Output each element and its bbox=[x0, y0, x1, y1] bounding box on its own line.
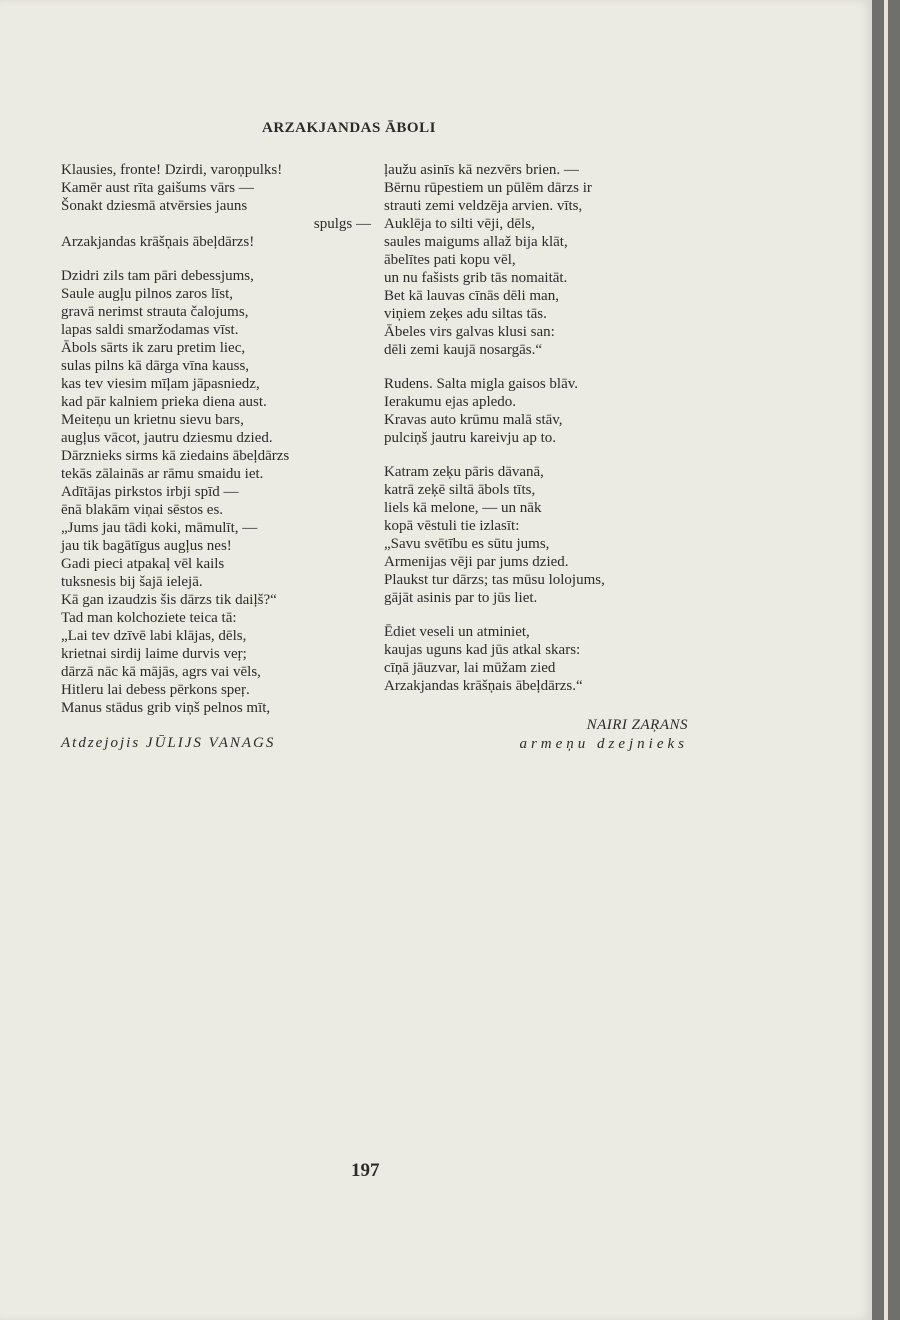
poem-line: Hitleru lai debess pērkons speŗ. bbox=[61, 682, 250, 698]
poem-line: Rudens. Salta migla gaisos blāv. bbox=[384, 376, 579, 392]
poem-line: kad pār kalniem prieka diena aust. bbox=[61, 394, 267, 410]
poem-line: Adītājas pirkstos irbji spīd — bbox=[61, 484, 239, 500]
poem-line: ābelītes pati kopu vēl, bbox=[384, 252, 516, 268]
poem-line: katrā zeķē siltā ābols tīts, bbox=[384, 482, 536, 498]
poem-line: saules maigums allaž bija klāt, bbox=[384, 234, 568, 250]
poem-line: Tad man kolchoziete teica tā: bbox=[61, 610, 237, 626]
poem-line: Ierakumu ejas apledo. bbox=[384, 394, 517, 410]
poem-line: Dārznieks sirms kā ziedains ābeļdārzs bbox=[61, 448, 290, 464]
left-column bbox=[61, 161, 371, 717]
poem-line: strauti zemi veldzēja arvien. vīts, bbox=[384, 198, 583, 214]
author-name: NAIRI ZAŖANS bbox=[586, 717, 688, 733]
poem-line: Ābeles virs galvas klusi san: bbox=[384, 324, 555, 340]
poem-title: ARZAKJANDAS ĀBOLI bbox=[262, 120, 436, 136]
poem-line: Dzidri zils tam pāri debessjums, bbox=[61, 268, 254, 284]
page-number: 197 bbox=[351, 1160, 380, 1181]
poem-line: „Savu svētību es sūtu jums, bbox=[384, 536, 550, 552]
poem-line: Auklēja to silti vēji, dēls, bbox=[384, 216, 535, 232]
poem-line: tuksnesis bij šajā ielejā. bbox=[61, 574, 203, 590]
poem-line: Bērnu rūpestiem un pūlēm dārzs ir bbox=[384, 180, 592, 196]
poem-line: „Jums jau tādi koki, māmulīt, — bbox=[61, 520, 258, 536]
poem-line: gājāt asinis par to jūs liet. bbox=[384, 590, 538, 606]
poem-line: ļaužu asinīs kā nezvērs brien. — bbox=[384, 162, 579, 178]
poem-line: Plaukst tur dārzs; tas mūsu lolojums, bbox=[384, 572, 605, 588]
poem-line: jau tik bagātīgus augļus nes! bbox=[61, 538, 232, 554]
paper-strip bbox=[884, 0, 888, 1320]
poem-line: Meiteņu un krietnu sievu bars, bbox=[61, 412, 244, 428]
poem-line: ēnā blakām viņai sēstos es. bbox=[61, 502, 224, 518]
poem-line: Arzakjandas krāšņais ābeļdārzs! bbox=[61, 234, 255, 250]
poem-line: Kā gan izaudzis šis dārzs tik daiļš?“ bbox=[61, 592, 277, 608]
stanza-gap bbox=[384, 607, 714, 623]
poem-line: „Lai tev dzīvē labi klājas, dēls, bbox=[61, 628, 247, 644]
stanza-gap bbox=[61, 251, 371, 267]
poem-line: gravā nerimst strauta čalojums, bbox=[61, 304, 249, 320]
poem-line: Manus stādus grib viņš pelnos mīt, bbox=[61, 700, 271, 716]
poem-line: tekās zālainās ar rāmu smaidu iet. bbox=[61, 466, 264, 482]
poem-line: sulas pilns kā dārga vīna kauss, bbox=[61, 358, 250, 374]
stanza-gap bbox=[384, 447, 714, 463]
poem-line: lapas saldi smaržodamas vīst. bbox=[61, 322, 239, 338]
page-edge bbox=[872, 0, 900, 1320]
poem-line: Kravas auto krūmu malā stāv, bbox=[384, 412, 563, 428]
poem-line: dārzā nāc kā mājās, agrs vai vēls, bbox=[61, 664, 261, 680]
poem-line: Bet kā lauvas cīnās dēli man, bbox=[384, 288, 559, 304]
poem-line: Ābols sārts ik zaru pretim liec, bbox=[61, 340, 246, 356]
author-role: armeņu dzejnieks bbox=[519, 736, 688, 752]
poem-line: Šonakt dziesmā atvērsies jauns bbox=[61, 198, 248, 214]
stanza-gap bbox=[384, 359, 714, 375]
poem-line: pulciņš jautru kareivju ap to. bbox=[384, 430, 557, 446]
poem-line: Arzakjandas krāšņais ābeļdārzs.“ bbox=[384, 678, 583, 694]
poem-line: kaujas uguns kad jūs atkal skars: bbox=[384, 642, 581, 658]
poem-line: Gadi pieci atpakaļ vēl kails bbox=[61, 556, 225, 572]
translator-credit: Atdzejojis JŪLIJS VANAGS bbox=[61, 735, 276, 751]
poem-line: viņiem zeķes adu siltas tās. bbox=[384, 306, 547, 322]
poem-line: spulgs — bbox=[313, 216, 371, 232]
right-column bbox=[384, 161, 714, 695]
poem-line: Saule augļu pilnos zaros līst, bbox=[61, 286, 234, 302]
poem-line: kopā vēstuli tie izlasīt: bbox=[384, 518, 520, 534]
poem-line: Katram zeķu pāris dāvanā, bbox=[384, 464, 544, 480]
poem-line: kas tev viesim mīļam jāpasniedz, bbox=[61, 376, 260, 392]
poem-line: Kamēr aust rīta gaišums vārs — bbox=[61, 180, 254, 196]
poem-line: Klausies, fronte! Dzirdi, varoņpulks! bbox=[61, 162, 283, 178]
poem-line: cīņā jāuzvar, lai mūžam zied bbox=[384, 660, 556, 676]
poem-line: Armenijas vēji par jums dzied. bbox=[384, 554, 569, 570]
poem-line: dēli zemi kaujā nosargās.“ bbox=[384, 342, 542, 358]
poem-line: liels kā melone, — un nāk bbox=[384, 500, 542, 516]
author-signature bbox=[478, 717, 688, 753]
poem-line: Ēdiet veseli un atminiet, bbox=[384, 624, 530, 640]
poem-line: krietnai sirdij laime durvis veŗ; bbox=[61, 646, 247, 662]
poem-line: augļus vācot, jautru dziesmu dzied. bbox=[61, 430, 273, 446]
poem-line: un nu fašists grib tās nomaitāt. bbox=[384, 270, 568, 286]
